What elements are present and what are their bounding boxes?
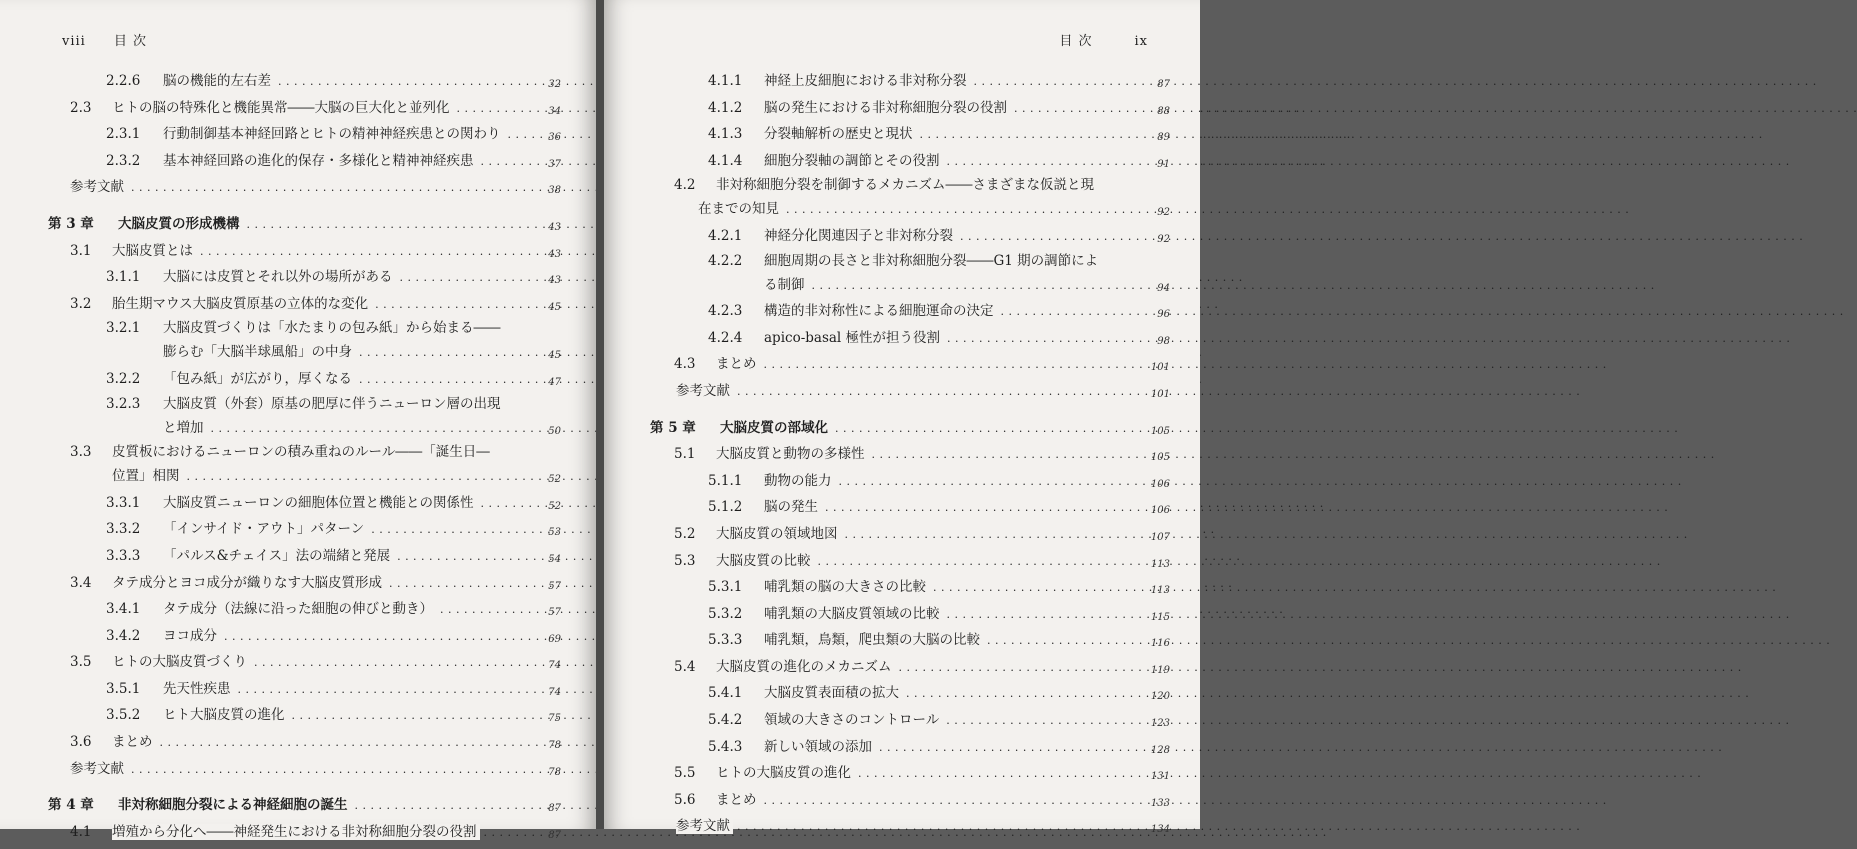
toc-entry-number: 第 3 章 <box>48 215 94 232</box>
toc-entry-row[interactable] <box>650 601 1170 628</box>
toc-entry-title: 行動制御基本神経回路とヒトの精神神経疾患との関わり <box>163 126 504 142</box>
toc-page-number: 57 <box>548 607 561 619</box>
toc-entry-row[interactable] <box>48 463 561 490</box>
toc-page-number: 94 <box>1157 282 1170 294</box>
toc-entry-number: 5.4.2 <box>708 712 743 729</box>
toc-entry-title: 皮質板におけるニューロンの積み重ねのルール――「誕生日― <box>112 444 493 460</box>
toc-entry-title: 胎生期マウス大脳皮質原基の立体的な変化 <box>112 296 371 312</box>
toc-page-number: 45 <box>548 350 561 362</box>
toc-entry-number: 4.1.2 <box>708 99 743 116</box>
toc-entry-title: 脳の機能的左右差 <box>163 73 274 89</box>
toc-page-number: 116 <box>1150 638 1170 650</box>
toc-entry-row[interactable] <box>48 291 561 318</box>
toc-entry-title: 構造的非対称性による細胞運命の決定 <box>764 303 997 319</box>
toc-entry-row[interactable] <box>650 548 1170 575</box>
toc-entry-number: 3.6 <box>70 734 92 751</box>
toc-entry-row[interactable] <box>48 441 561 463</box>
toc-page-number: 54 <box>548 553 561 565</box>
toc-entry-title: 非対称細胞分裂による神経細胞の誕生 <box>118 797 351 813</box>
toc-entry-number: 3.3 <box>70 444 92 461</box>
toc-entry-title: 参考文献 <box>676 818 733 834</box>
toc-entry-title: 大脳には皮質とそれ以外の場所がある <box>163 269 396 285</box>
toc-entry-number: 2.3.1 <box>106 126 141 143</box>
right-running-head: 目 次 ix <box>1059 34 1148 49</box>
toc-entry-row[interactable] <box>650 250 1170 272</box>
toc-entry-row[interactable] <box>650 272 1170 299</box>
toc-entry-number: 4.2.4 <box>708 329 743 346</box>
toc-entry-row[interactable] <box>650 223 1170 250</box>
toc-entry-row[interactable] <box>48 174 561 201</box>
toc-entry-number: 5.3.1 <box>708 579 743 596</box>
toc-entry-number: 第 5 章 <box>650 419 696 436</box>
toc-entry-row[interactable] <box>650 521 1170 548</box>
toc-entry-row[interactable] <box>48 543 561 570</box>
left-running-head: viii 目 次 <box>62 34 147 49</box>
toc-entry-number: 5.1 <box>674 446 696 463</box>
toc-page-number: 36 <box>548 132 561 144</box>
toc-entry-title: 細胞分裂軸の調節とその役割 <box>764 153 943 169</box>
toc-page-number: 52 <box>548 500 561 512</box>
toc-entry-row[interactable] <box>48 490 561 517</box>
toc-entry-row[interactable] <box>650 441 1170 468</box>
toc-page-number: 105 <box>1150 452 1170 464</box>
toc-page-number: 115 <box>1150 611 1170 623</box>
toc-entry-row[interactable] <box>650 787 1170 814</box>
toc-entry-number: 5.3.2 <box>708 605 743 622</box>
toc-entry-number: 5.2 <box>674 525 696 542</box>
toc-entry-row[interactable] <box>48 819 561 846</box>
toc-entry-number: 3.1 <box>70 242 92 259</box>
toc-entry-row[interactable] <box>48 264 561 291</box>
toc-page-number: 113 <box>1150 558 1170 570</box>
toc-entry-title: 領域の大きさのコントロール <box>764 712 942 728</box>
toc-chapter-row[interactable] <box>48 792 561 819</box>
toc-page-number: 38 <box>548 185 561 197</box>
toc-entry-title: 大脳皮質と動物の多様性 <box>716 446 868 462</box>
toc-entry-title: 大脳皮質の比較 <box>716 553 814 569</box>
toc-page-number: 32 <box>548 79 561 90</box>
toc-entry-row[interactable] <box>48 339 561 366</box>
toc-entry-title: ヒトの大脳皮質の進化 <box>716 765 854 781</box>
toc-entry-row[interactable] <box>650 121 1170 148</box>
toc-entry-number: 3.5.1 <box>106 680 141 697</box>
toc-entry-row[interactable] <box>650 148 1170 175</box>
toc-entry-title: ヒト大脳皮質の進化 <box>163 707 288 723</box>
toc-entry-title: 哺乳類の脳の大きさの比較 <box>764 579 929 595</box>
toc-entry-title: 大脳皮質ニューロンの細胞体位置と機能との関係性 <box>163 495 477 511</box>
toc-entry-title: 膨らむ「大脳半球風船」の中身 <box>163 344 355 360</box>
toc-entry-number: 3.2.3 <box>106 395 141 412</box>
toc-entry-row[interactable] <box>48 95 561 122</box>
toc-entry-title: 非対称細胞分裂を制御するメカニズム――さまざまな仮説と現 <box>716 177 1097 193</box>
toc-entry-number: 4.2 <box>674 177 696 194</box>
toc-entry-row[interactable] <box>48 729 561 756</box>
toc-entry-title: 動物の能力 <box>764 473 835 489</box>
toc-page-number: 57 <box>548 580 561 592</box>
toc-page-number: 128 <box>1150 744 1170 756</box>
toc-entry-row[interactable] <box>650 654 1170 681</box>
left-toc-list <box>48 68 561 845</box>
toc-entry-row[interactable] <box>650 494 1170 521</box>
toc-entry-number: 4.1.1 <box>708 73 743 89</box>
toc-entry-title: る制御 <box>764 277 808 293</box>
toc-entry-title: 大脳皮質（外套）原基の肥厚に伴うニューロン層の出現 <box>163 396 504 412</box>
toc-entry-number: 3.5 <box>70 654 92 671</box>
toc-entry-number: 3.5.2 <box>106 707 141 724</box>
toc-entry-number: 2.3 <box>70 99 92 116</box>
toc-entry-title: 新しい領域の添加 <box>764 739 875 755</box>
toc-entry-title: 哺乳類の大脳皮質領域の比較 <box>764 606 943 622</box>
toc-entry-title: apico-basal 極性が担う役割 <box>764 330 943 346</box>
toc-entry-title: 先天性疾患 <box>163 681 234 697</box>
toc-entry-row[interactable] <box>650 627 1170 654</box>
toc-entry-number: 第 4 章 <box>48 797 94 814</box>
toc-entry-row[interactable] <box>650 813 1170 840</box>
toc-entry-number: 3.4.2 <box>106 627 141 644</box>
toc-entry-row[interactable] <box>48 415 561 442</box>
toc-entry-number: 3.2.1 <box>106 320 141 337</box>
toc-page-number: 105 <box>1150 425 1170 437</box>
toc-entry-row[interactable] <box>48 570 561 597</box>
toc-entry-number: 4.1.4 <box>708 152 743 169</box>
toc-entry-number: 3.2.2 <box>106 370 141 387</box>
toc-page-number: 34 <box>548 105 561 117</box>
toc-page-number: 101 <box>1150 388 1170 400</box>
toc-entry-row[interactable] <box>650 298 1170 325</box>
toc-entry-number: 5.5 <box>674 765 696 782</box>
toc-entry-title: 位置」相関 <box>112 468 183 484</box>
toc-entry-title: ヒトの脳の特殊化と機能異常――大脳の巨大化と並列化 <box>112 100 453 116</box>
toc-page-number: 92 <box>1157 207 1170 219</box>
toc-entry-row[interactable] <box>48 702 561 729</box>
toc-page-number: 74 <box>548 686 561 698</box>
toc-entry-row[interactable] <box>48 756 561 783</box>
toc-entry-number: 4.1.3 <box>708 126 743 143</box>
toc-entry-title: 大脳皮質の部域化 <box>720 420 831 436</box>
toc-entry-number: 5.4.3 <box>708 738 743 755</box>
toc-entry-title: 「インサイド・アウト」パターン <box>163 521 367 537</box>
toc-entry-row[interactable] <box>650 734 1170 761</box>
toc-page-number: 107 <box>1150 531 1170 543</box>
toc-entry-title: 参考文献 <box>70 179 127 195</box>
toc-entry-number: 2.2.6 <box>106 73 141 89</box>
toc-entry-title: 神経分化関連因子と非対称分裂 <box>764 228 956 244</box>
toc-page-number: 78 <box>548 766 561 778</box>
toc-entry-title: 参考文献 <box>70 761 127 777</box>
toc-entry-title: 「包み紙」が広がり，厚くなる <box>163 371 355 387</box>
toc-entry-title: 増殖から分化へ――神経発生における非対称細胞分裂の役割 <box>112 824 480 840</box>
toc-entry-row[interactable] <box>48 68 561 95</box>
toc-entry-row[interactable] <box>650 574 1170 601</box>
toc-entry-row[interactable] <box>650 468 1170 495</box>
toc-page-number: 43 <box>548 221 561 233</box>
toc-entry-row[interactable] <box>650 680 1170 707</box>
toc-entry-row[interactable] <box>48 676 561 703</box>
toc-chapter-row[interactable] <box>650 415 1170 442</box>
toc-page-number: 106 <box>1150 505 1170 517</box>
toc-entry-number: 5.3.3 <box>708 632 743 649</box>
toc-entry-title: 大脳皮質表面積の拡大 <box>764 685 902 701</box>
toc-entry-number: 4.2.3 <box>708 303 743 320</box>
toc-page-number: 123 <box>1150 718 1170 730</box>
toc-entry-title: 「パルス&チェイス」法の端緒と発展 <box>163 548 393 564</box>
toc-page-number: 113 <box>1150 585 1170 597</box>
toc-entry-number: 3.4 <box>70 574 92 591</box>
toc-entry-title: ヨコ成分 <box>163 628 220 644</box>
toc-page-number: 119 <box>1150 664 1170 676</box>
toc-entry-row[interactable] <box>650 325 1170 352</box>
toc-entry-number: 3.4.1 <box>106 601 141 618</box>
toc-page-number: 96 <box>1157 309 1170 321</box>
toc-entry-number: 5.3 <box>674 552 696 569</box>
toc-page-number: 50 <box>548 425 561 437</box>
toc-page-number: 47 <box>548 376 561 388</box>
toc-page-number: 87 <box>548 803 561 815</box>
toc-entry-number: 4.1 <box>70 823 92 840</box>
toc-entry-number: 4.2.2 <box>708 252 743 269</box>
toc-entry-title: 大脳皮質の領域地図 <box>716 526 841 542</box>
toc-entry-row[interactable] <box>650 196 1170 223</box>
toc-entry-number: 2.3.2 <box>106 152 141 169</box>
toc-page-number: 69 <box>548 633 561 645</box>
toc-entry-row[interactable] <box>48 148 561 175</box>
toc-entry-row[interactable] <box>650 351 1170 378</box>
toc-page-number: 74 <box>548 660 561 672</box>
toc-page-number: 37 <box>548 158 561 170</box>
toc-page-number: 133 <box>1150 797 1170 809</box>
toc-page-number: 106 <box>1150 478 1170 490</box>
toc-entry-title: と増加 <box>163 420 207 436</box>
toc-entry-title: 哺乳類，鳥類，爬虫類の大脳の比較 <box>764 632 983 648</box>
toc-page-number: 98 <box>1157 335 1170 347</box>
toc-entry-number: 4.2.1 <box>708 227 743 244</box>
toc-entry-number: 3.3.3 <box>106 547 141 564</box>
toc-entry-title: 大脳皮質づくりは「水たまりの包み紙」から始まる―― <box>163 320 504 336</box>
toc-page-number: 78 <box>548 740 561 752</box>
toc-entry-title: まとめ <box>112 734 156 750</box>
toc-entry-row[interactable] <box>48 238 561 265</box>
toc-entry-number: 3.2 <box>70 295 92 312</box>
toc-entry-title: まとめ <box>716 356 760 372</box>
toc-page-number: 89 <box>1157 132 1170 144</box>
toc-entry-title: ヒトの大脳皮質づくり <box>112 654 250 670</box>
toc-page-number: 52 <box>548 474 561 486</box>
toc-entry-title: 大脳皮質の形成機構 <box>118 216 243 232</box>
toc-page-number: 91 <box>1157 158 1170 170</box>
toc-page-number: 87 <box>1157 79 1170 90</box>
toc-page-number: 88 <box>1157 105 1170 117</box>
toc-entry-row[interactable] <box>48 516 561 543</box>
toc-entry-row[interactable] <box>650 707 1170 734</box>
toc-entry-row[interactable] <box>48 596 561 623</box>
toc-entry-title: 分裂軸解析の歴史と現状 <box>764 126 916 142</box>
toc-entry-title: 脳の発生 <box>764 499 821 515</box>
toc-entry-title: 神経上皮細胞における非対称分裂 <box>764 73 970 89</box>
toc-entry-number: 3.3.2 <box>106 521 141 538</box>
toc-entry-number: 5.1.2 <box>708 499 743 516</box>
toc-entry-number: 5.6 <box>674 791 696 808</box>
toc-entry-title: 基本神経回路の進化的保存・多様化と精神神経疾患 <box>163 153 477 169</box>
toc-page-number: 134 <box>1150 824 1170 836</box>
toc-page-number: 43 <box>548 248 561 260</box>
toc-entry-row[interactable] <box>650 174 1170 196</box>
toc-entry-title: 参考文献 <box>676 383 733 399</box>
toc-entry-title: まとめ <box>716 792 760 808</box>
toc-entry-title: タテ成分とヨコ成分が織りなす大脳皮質形成 <box>112 575 385 591</box>
toc-entry-row[interactable] <box>48 317 561 339</box>
toc-page-number: 45 <box>548 301 561 313</box>
toc-entry-row[interactable] <box>650 378 1170 405</box>
toc-entry-title: 大脳皮質とは <box>112 243 196 259</box>
toc-entry-number: 3.1.1 <box>106 269 141 286</box>
toc-page-number: 43 <box>548 275 561 287</box>
toc-entry-row[interactable] <box>48 649 561 676</box>
toc-page-number: 75 <box>548 713 561 725</box>
toc-page-number: 53 <box>548 527 561 539</box>
toc-page-number: 92 <box>1157 233 1170 245</box>
left-page <box>0 0 596 841</box>
toc-chapter-row[interactable] <box>48 211 561 238</box>
toc-entry-number: 3.3.1 <box>106 494 141 511</box>
toc-entry-row[interactable] <box>48 366 561 393</box>
toc-page-number: 101 <box>1150 362 1170 374</box>
toc-entry-row[interactable] <box>48 623 561 650</box>
toc-entry-number: 5.1.1 <box>708 472 743 489</box>
book-gutter <box>596 0 604 829</box>
toc-entry-number: 4.3 <box>674 356 696 373</box>
toc-page-number: 120 <box>1150 691 1170 703</box>
toc-entry-row[interactable] <box>650 760 1170 787</box>
toc-entry-title: 大脳皮質の進化のメカニズム <box>716 659 895 675</box>
toc-entry-row[interactable] <box>650 95 1170 122</box>
right-page <box>604 0 1200 836</box>
toc-page-number: 87 <box>548 829 561 841</box>
toc-entry-row[interactable] <box>650 68 1170 95</box>
toc-entry-title: 細胞周期の長さと非対称細胞分裂――G1 期の調節によ <box>764 253 1101 269</box>
toc-entry-number: 5.4 <box>674 658 696 675</box>
toc-entry-row[interactable] <box>48 393 561 415</box>
right-toc-list <box>650 68 1170 840</box>
toc-page-number: 131 <box>1150 771 1170 783</box>
toc-entry-number: 5.4.1 <box>708 685 743 702</box>
toc-entry-title: タテ成分（法線に沿った細胞の伸びと動き） <box>163 601 436 617</box>
toc-entry-title: 在までの知見 <box>698 201 782 217</box>
toc-entry-row[interactable] <box>48 121 561 148</box>
toc-entry-title: 脳の発生における非対称細胞分裂の役割 <box>764 100 1010 116</box>
